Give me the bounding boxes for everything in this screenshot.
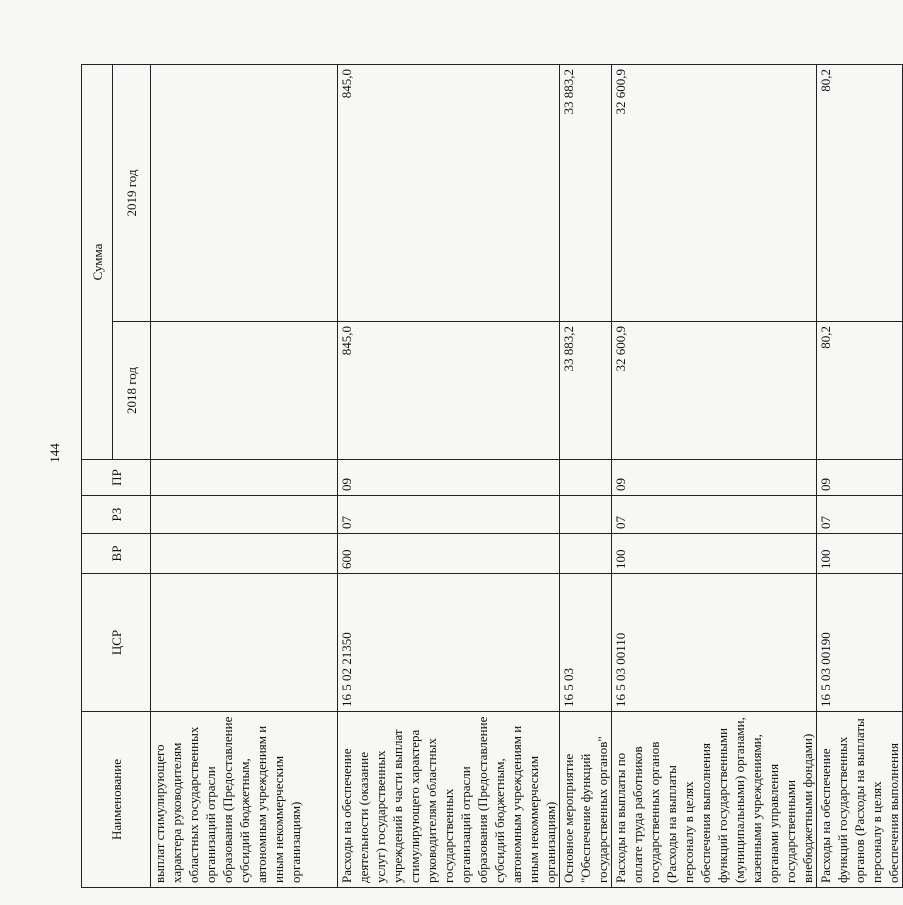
cell-rz: 07 <box>612 496 817 534</box>
budget-table-container <box>81 65 901 888</box>
cell-name: Основное мероприятие "Обеспечение функций государственных органов" <box>560 712 612 888</box>
cell-vr <box>560 534 612 574</box>
cell-vr: 600 <box>338 534 560 574</box>
header-rz: РЗ <box>82 496 151 534</box>
cell-pr: 09 <box>338 460 560 496</box>
header-year-2019: 2019 год <box>113 65 151 322</box>
cell-csr: 16 5 03 00190 <box>817 574 903 712</box>
header-year-2018: 2018 год <box>113 322 151 460</box>
cell-2019: 80,2 <box>817 65 903 322</box>
header-sum: Сумма <box>82 65 113 460</box>
cell-2019: 32 600,9 <box>612 65 817 322</box>
table-row <box>338 65 560 888</box>
table-row <box>560 65 612 888</box>
cell-csr: 16 5 03 <box>560 574 612 712</box>
cell-2019 <box>151 65 338 322</box>
cell-2018 <box>151 322 338 460</box>
cell-2018: 33 883,2 <box>560 322 612 460</box>
cell-vr: 100 <box>817 534 903 574</box>
page-number: 144 <box>47 443 62 463</box>
table-row <box>612 65 817 888</box>
header-row <box>82 65 113 888</box>
header-csr: ЦСР <box>82 574 151 712</box>
cell-2018: 80,2 <box>817 322 903 460</box>
cell-pr <box>151 460 338 496</box>
cell-2018: 845,0 <box>338 322 560 460</box>
cell-vr <box>151 534 338 574</box>
cell-name: Расходы на обеспечение функций государственных органов (Расходы на выплаты персоналу в целях обеспечения выполнения <box>817 712 903 888</box>
cell-vr: 100 <box>612 534 817 574</box>
budget-table <box>81 64 903 888</box>
cell-rz: 07 <box>817 496 903 534</box>
cell-rz <box>560 496 612 534</box>
cell-2018: 32 600,9 <box>612 322 817 460</box>
header-pr: ПР <box>82 460 151 496</box>
cell-pr: 09 <box>817 460 903 496</box>
cell-csr <box>151 574 338 712</box>
cell-rz: 07 <box>338 496 560 534</box>
cell-csr: 16 5 02 21350 <box>338 574 560 712</box>
header-vr: ВР <box>82 534 151 574</box>
header-name: Наименование <box>82 712 151 888</box>
table-row <box>817 65 903 888</box>
cell-csr: 16 5 03 00110 <box>612 574 817 712</box>
cell-pr <box>560 460 612 496</box>
cell-name: Расходы на выплаты по оплате труда работников государственных органов (Расходы на выплаты персоналу в целях обеспечения выполнения функций государственными (муниципальными) органами, казенными учреждениями, органами управления государственными внебюджетными фондами) <box>612 712 817 888</box>
cell-2019: 845,0 <box>338 65 560 322</box>
cell-name: Расходы на обеспечение деятельности (оказание услуг) государственных учреждений в части выплат стимулирующего характера руководителям областных государственных организаций отрасли образования (Предоставление субсидий бюджетным, автономным учреждениям и иным некоммерческим организациям) <box>338 712 560 888</box>
cell-2019: 33 883,2 <box>560 65 612 322</box>
cell-rz <box>151 496 338 534</box>
cell-pr: 09 <box>612 460 817 496</box>
table-row <box>151 65 338 888</box>
cell-name: выплат стимулирующего характера руководителям областных государственных организаций отрасли образования (Предоставление субсидий бюджетным, автономным учреждениям и иным некоммерческим организациям) <box>151 712 338 888</box>
